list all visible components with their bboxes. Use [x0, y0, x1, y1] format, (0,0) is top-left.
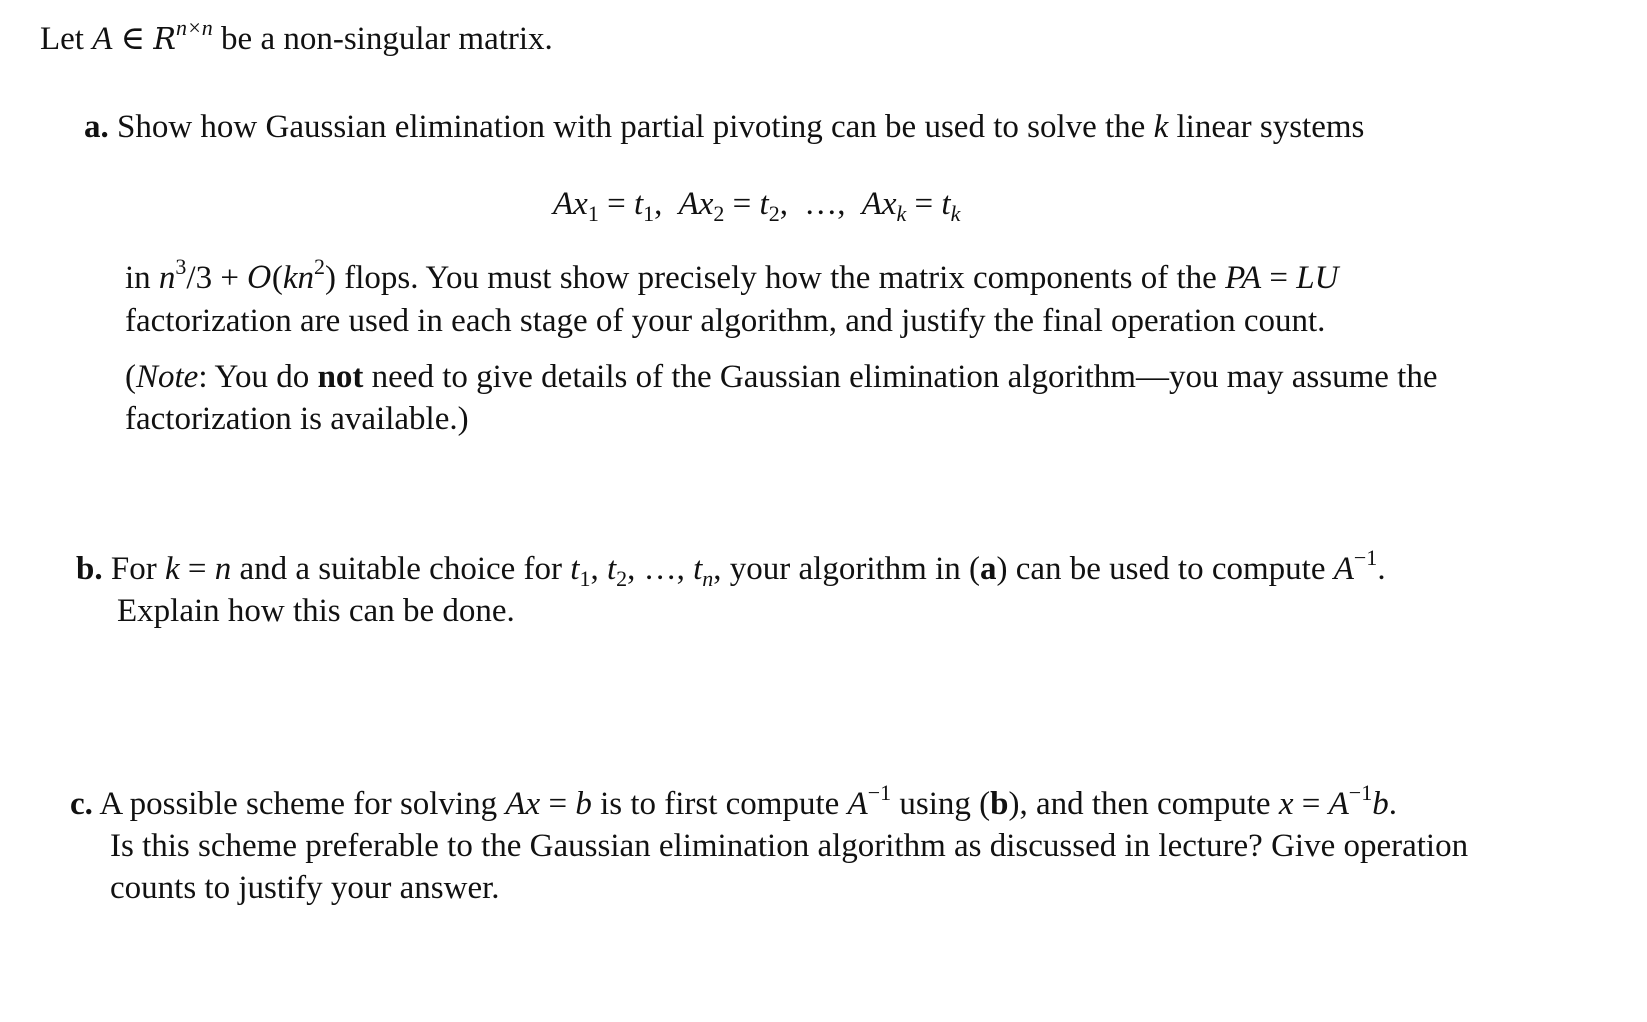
comma: , [713, 551, 722, 587]
part-a-label: a. [84, 109, 109, 145]
subscript: 1 [579, 566, 591, 591]
ellipsis: …, [643, 551, 685, 587]
part-ref: a [980, 551, 997, 587]
k-symbol: k [164, 551, 180, 587]
b-symbol: b [575, 786, 592, 822]
period: . [1388, 786, 1397, 822]
part-b-line-1 [76, 545, 1386, 591]
kn-symbol: kn [282, 260, 314, 296]
part-b-text: your algorithm in ( [729, 551, 980, 587]
matrix-symbol: A [847, 786, 868, 822]
part-a-text: need to give details of the Gaussian elimination algorithm—you may assume the [371, 359, 1438, 395]
ax-symbol: Ax [505, 786, 541, 822]
intro-line [40, 15, 553, 60]
eq-comma: , [654, 186, 663, 222]
eq-term: t [941, 186, 951, 222]
eq-equals: = [548, 786, 568, 822]
intro-text: Let [40, 21, 84, 57]
emphasis-not: not [317, 359, 364, 395]
comma: , [627, 551, 636, 587]
matrix-symbol: A [1333, 551, 1354, 587]
part-a-text: flops. You must show precisely how the matrix components of the [344, 260, 1217, 296]
eq-comma: , [779, 186, 788, 222]
part-a-note-line-2 [125, 399, 469, 439]
part-a-text: /3 + [186, 260, 239, 296]
exponent: 2 [313, 254, 325, 279]
intro-text: be a non-singular matrix. [221, 21, 553, 57]
note-word: Note [136, 359, 199, 395]
part-a-text: in [125, 260, 151, 296]
inverse-exponent: −1 [1348, 780, 1373, 805]
t-symbol: t [570, 551, 580, 587]
part-b-text: For [110, 551, 157, 587]
t-symbol: t [693, 551, 703, 587]
n-symbol: n [158, 260, 176, 296]
matrix-symbol: A [1328, 786, 1349, 822]
dimension-superscript: n×n [175, 15, 213, 40]
eq-subscript: 1 [643, 201, 655, 226]
part-b-text: ) can be used to compute [996, 551, 1326, 587]
paren: ) [324, 260, 336, 296]
t-symbol: t [606, 551, 617, 587]
eq-term: Ax [678, 186, 714, 222]
eq-term: t [759, 186, 769, 222]
part-a-text: Show how Gaussian elimination with partial pivoting can be used to solve the [117, 109, 1146, 145]
paren: ( [125, 359, 136, 395]
part-ref: b [990, 786, 1009, 822]
eq-equals: = [732, 186, 752, 222]
part-c-text: A possible scheme for solving [99, 786, 498, 822]
big-o-symbol: O [247, 261, 272, 296]
eq-equals: = [1301, 786, 1321, 822]
paren: ( [271, 260, 283, 296]
part-a-text: factorization are used in each stage of your algorithm, and justify the final operation count. [125, 303, 1326, 339]
inverse-exponent: −1 [1353, 545, 1378, 570]
eq-term: Ax [553, 186, 588, 222]
lu-symbol: LU [1296, 260, 1339, 296]
n-symbol: n [214, 551, 232, 587]
part-c-line-2 [110, 826, 1468, 866]
part-a-text: : You do [198, 359, 310, 395]
real-space-symbol: R [153, 22, 176, 57]
eq-subscript: 2 [768, 201, 780, 226]
part-b-text: Explain how this can be done. [117, 593, 515, 629]
eq-equals: = [914, 186, 934, 222]
eq-equals: = [187, 551, 207, 587]
part-c-line-3 [110, 868, 500, 908]
eq-ellipsis: …, [804, 186, 846, 222]
part-c-text: using ( [899, 786, 991, 822]
pa-symbol: PA [1225, 260, 1262, 296]
part-c-text: ), and then compute [1008, 786, 1271, 822]
part-b-label: b. [76, 551, 103, 587]
part-a-line-3 [125, 254, 1339, 299]
eq-subscript: k [950, 201, 961, 226]
part-c-label: c. [70, 786, 93, 822]
inverse-exponent: −1 [867, 780, 892, 805]
part-b-line-2 [117, 591, 515, 631]
period: . [1377, 551, 1386, 587]
eq-subscript: 2 [713, 201, 725, 226]
matrix-symbol: A [92, 21, 113, 57]
part-a-line-4 [125, 301, 1325, 341]
exponent: 3 [175, 254, 187, 279]
eq-equals: = [1269, 260, 1288, 296]
element-of-symbol: ∈ [120, 21, 146, 57]
part-a-note-line-1 [125, 357, 1438, 397]
eq-term: Ax [861, 186, 897, 222]
part-c-text: is to first compute [600, 786, 840, 822]
part-a-text: factorization is available.) [125, 401, 469, 437]
part-c-text: counts to justify your answer. [110, 870, 500, 906]
linear-systems-equation [553, 184, 960, 224]
k-symbol: k [1153, 109, 1169, 145]
part-b-text: and a suitable choice for [239, 551, 563, 587]
part-a-text: linear systems [1176, 109, 1365, 145]
b-symbol: b [1372, 786, 1389, 822]
eq-equals: = [607, 186, 626, 222]
x-symbol: x [1278, 786, 1294, 822]
eq-subscript: k [896, 201, 907, 226]
subscript: 2 [616, 566, 628, 591]
part-c-text: Is this scheme preferable to the Gaussian elimination algorithm as discussed in lecture? Give operation [110, 828, 1469, 864]
part-a-line-1 [84, 107, 1364, 147]
eq-term: t [633, 186, 644, 222]
part-c-line-1 [70, 780, 1397, 824]
eq-subscript: 1 [587, 201, 599, 226]
comma: , [590, 551, 599, 587]
subscript: n [702, 566, 714, 591]
